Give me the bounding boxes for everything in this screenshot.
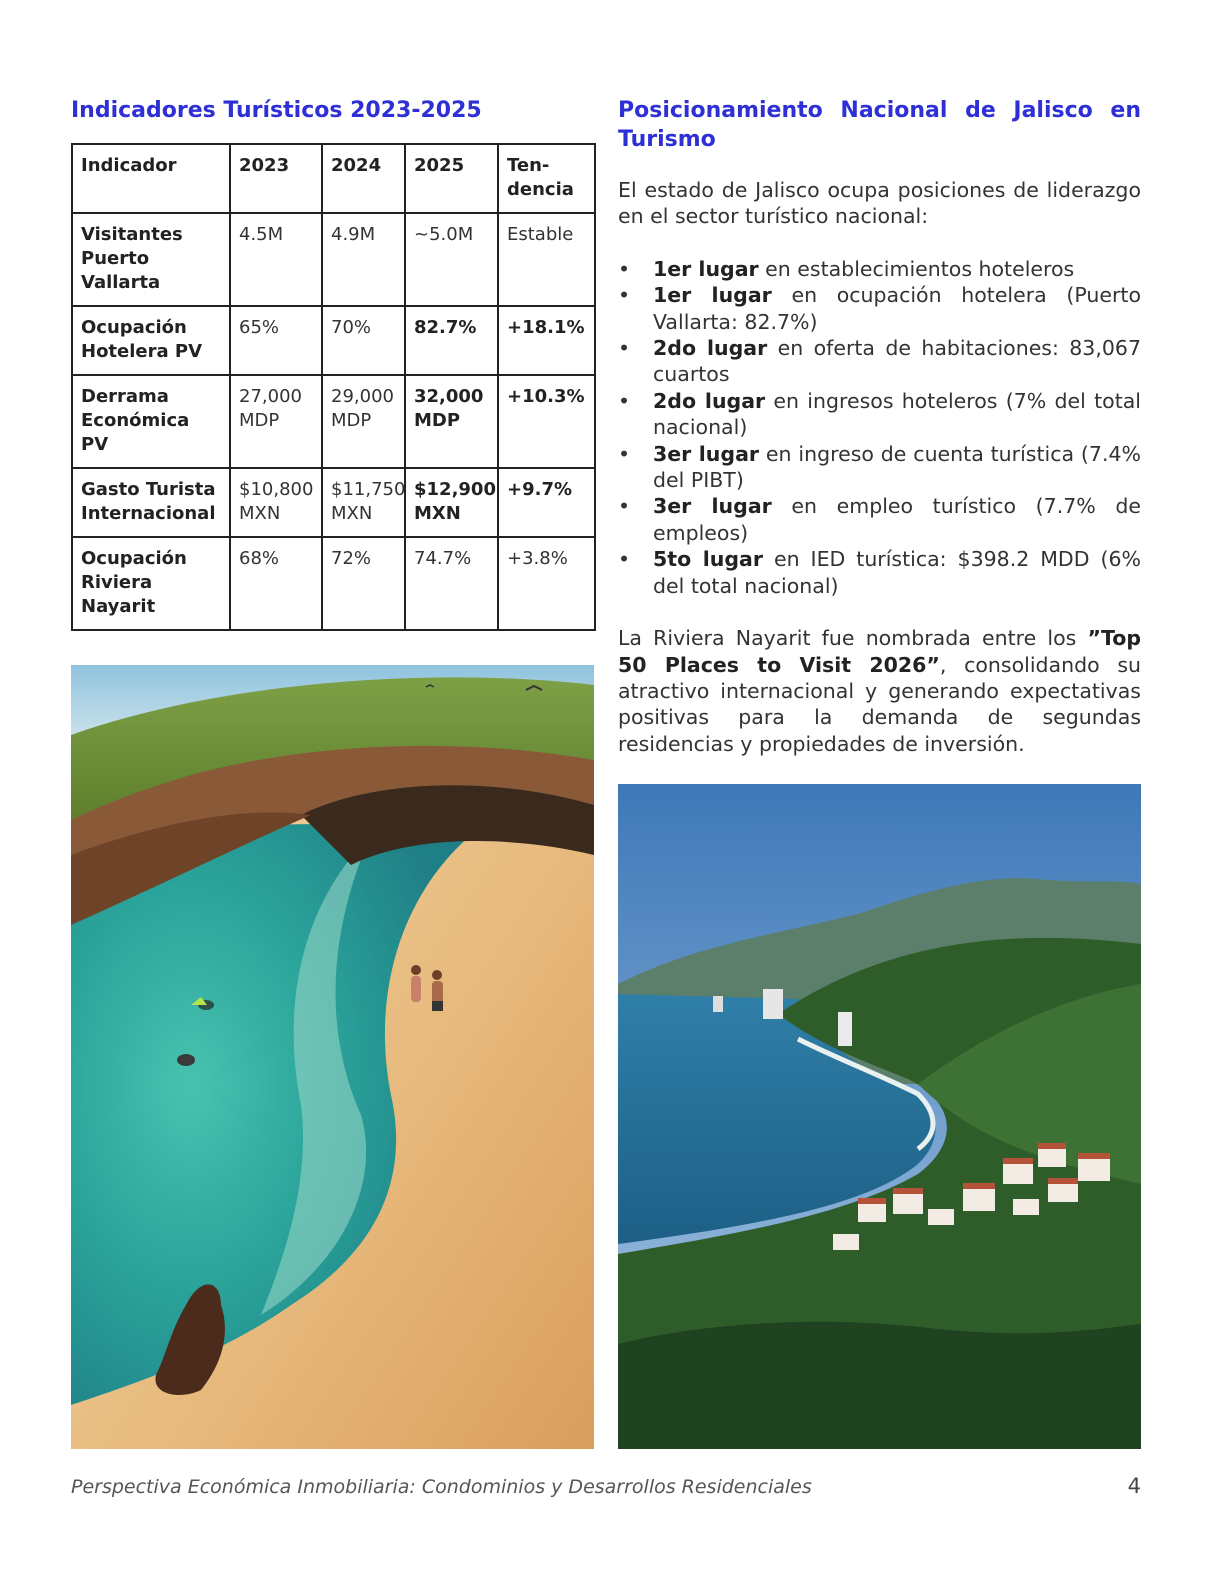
row-label: Ocupación Hotelera PV xyxy=(72,306,230,375)
header-cell: 2023 xyxy=(230,144,322,213)
table-cell: $10,800 MXN xyxy=(230,468,322,537)
list-item: • 3er lugar en empleo turístico (7.7% de empleos) xyxy=(618,493,1141,546)
table-cell: 4.9M xyxy=(322,213,405,306)
table-cell: 82.7% xyxy=(405,306,498,375)
table-cell: 74.7% xyxy=(405,537,498,630)
table-row xyxy=(72,306,595,375)
table-cell: 70% xyxy=(322,306,405,375)
table-cell: ~5.0M xyxy=(405,213,498,306)
footer-text: Perspectiva Económica Inmobiliaria: Condominios y Desarrollos Residenciales xyxy=(71,1476,812,1498)
page-number: 4 xyxy=(1127,1474,1141,1498)
table-row xyxy=(72,213,595,306)
table-cell: 32,000 MDP xyxy=(405,375,498,468)
table-header-row xyxy=(72,144,595,213)
table-cell: +10.3% xyxy=(498,375,595,468)
table-cell: $12,900 MXN xyxy=(405,468,498,537)
coastal-town-photo xyxy=(618,784,1141,1449)
intro-paragraph: El estado de Jalisco ocupa posiciones de liderazgo en el sector turístico nacional: xyxy=(618,178,1141,229)
table-cell: $11,750 MXN xyxy=(322,468,405,537)
positioning-title: Posicionamiento Nacional de Jalisco en Turismo xyxy=(618,98,1141,152)
table-row xyxy=(72,468,595,537)
table-cell: 4.5M xyxy=(230,213,322,306)
table-cell: +3.8% xyxy=(498,537,595,630)
table-cell: 68% xyxy=(230,537,322,630)
header-cell: 2024 xyxy=(322,144,405,213)
table-row xyxy=(72,375,595,468)
table-cell: Estable xyxy=(498,213,595,306)
header-cell: Indicador xyxy=(72,144,230,213)
header-cell-tendencia: Ten- dencia xyxy=(498,144,595,213)
rankings-list xyxy=(618,256,1141,599)
row-label: Gasto Turista Internacional xyxy=(72,468,230,537)
left-column xyxy=(71,96,594,631)
beach-cave-photo xyxy=(71,665,594,1449)
list-item: • 3er lugar en ingreso de cuenta turística (7.4% del PIBT) xyxy=(618,441,1141,494)
list-item: • 1er lugar en establecimientos hoteleros xyxy=(618,256,1141,282)
table-cell: 29,000 MDP xyxy=(322,375,405,468)
table-row xyxy=(72,537,595,630)
table-cell: +9.7% xyxy=(498,468,595,537)
row-label: Ocupación Riviera Nayarit xyxy=(72,537,230,630)
header-cell: 2025 xyxy=(405,144,498,213)
table-cell: +18.1% xyxy=(498,306,595,375)
right-column xyxy=(618,96,1141,757)
closing-paragraph: La Riviera Nayarit fue nombrada entre los ”Top 50 Places to Visit 2026”, consolidando su atractivo internacional y generando expectativas positivas para la demanda de segundas residencias y propiedades de inversión. xyxy=(618,626,1141,756)
indicators-table xyxy=(71,143,596,631)
list-item: • 5to lugar en IED turística: $398.2 MDD (6% del total nacional) xyxy=(618,546,1141,599)
row-label: Visitantes Puerto Vallarta xyxy=(72,213,230,306)
list-item: • 2do lugar en ingresos hoteleros (7% del total nacional) xyxy=(618,388,1141,441)
list-item: • 2do lugar en oferta de habitaciones: 83,067 cuartos xyxy=(618,335,1141,388)
indicators-title: Indicadores Turísticos 2023-2025 xyxy=(71,98,482,123)
table-cell: 65% xyxy=(230,306,322,375)
table-cell: 27,000 MDP xyxy=(230,375,322,468)
row-label: Derrama Económica PV xyxy=(72,375,230,468)
table-cell: 72% xyxy=(322,537,405,630)
list-item: • 1er lugar en ocupación hotelera (Puerto Vallarta: 82.7%) xyxy=(618,282,1141,335)
